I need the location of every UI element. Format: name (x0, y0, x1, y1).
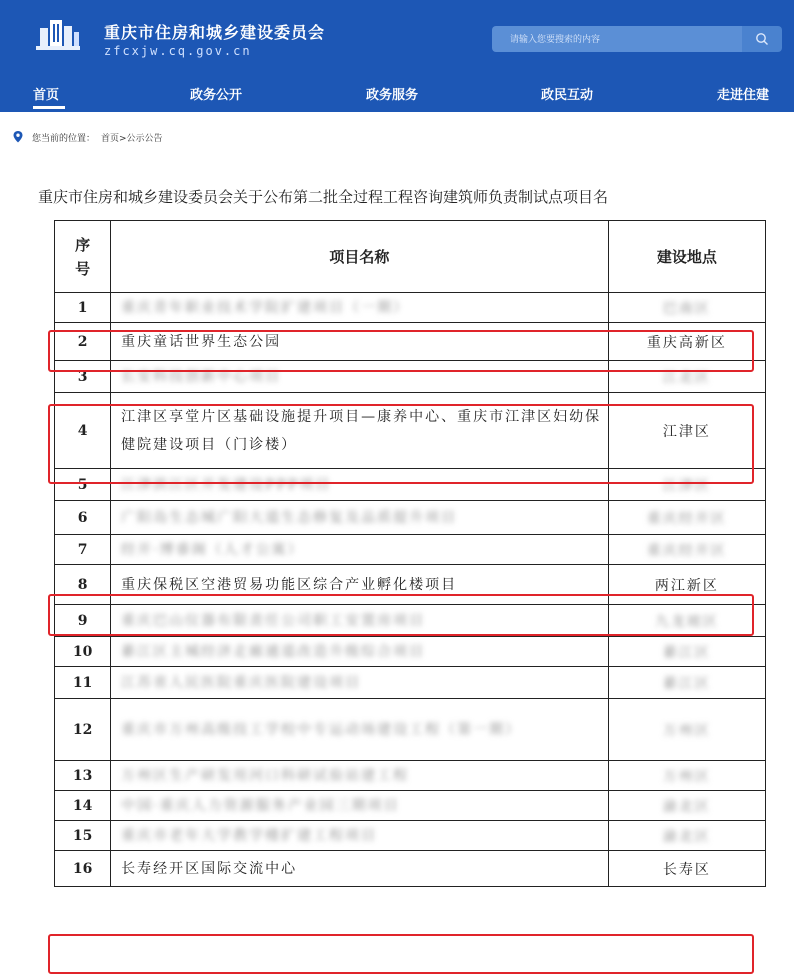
row-location: 重庆经开区 (608, 535, 765, 565)
row-project-name: 重庆市万州高级技工学校中专运动场建设工程（第一期） (111, 699, 608, 761)
search-input[interactable] (492, 26, 742, 52)
row-project-name: 重庆童话世界生态公园 (111, 323, 608, 361)
row-location: 渝北区 (608, 821, 765, 851)
breadcrumb-path[interactable]: 首页>公示公告 (101, 133, 163, 144)
table-row (55, 791, 766, 821)
row-location: 渝北区 (608, 791, 765, 821)
row-number: 1 (55, 293, 111, 323)
row-location: 江津区 (608, 469, 765, 501)
row-number: 8 (55, 565, 111, 605)
row-number: 6 (55, 501, 111, 535)
row-project-name: 江苏省人民医院重庆医院建设项目 (111, 667, 608, 699)
nav-government-affairs[interactable]: 政务公开 (190, 88, 243, 103)
table-row (55, 469, 766, 501)
row-location: 重庆经开区 (608, 501, 765, 535)
row-project-name: 綦江区主城经济走廊通道改造升级综合项目 (111, 637, 608, 667)
header-number-line1: 序 (75, 235, 91, 254)
row-location: 綦江区 (608, 637, 765, 667)
breadcrumb-label: 您当前的位置： (32, 133, 96, 144)
table-row (55, 565, 766, 605)
table-row (55, 293, 766, 323)
row-location: 万州区 (608, 699, 765, 761)
row-project-name: 中国·重庆人力资源服务产业园三期项目 (111, 791, 608, 821)
row-project-name: 江津区享堂片区基础设施提升项目—康养中心、重庆市江津区妇幼保健院建设项目（门诊楼） (111, 393, 608, 469)
row-project-name: 广阳岛生态城广阳大道生态修复及品质提升项目 (111, 501, 608, 535)
row-location: 九龙坡区 (608, 605, 765, 637)
row-location: 两江新区 (608, 565, 765, 605)
header-number-line2: 号 (75, 259, 91, 278)
row-location: 重庆高新区 (608, 323, 765, 361)
table-row (55, 851, 766, 887)
table-row (55, 535, 766, 565)
row-location: 万州区 (608, 761, 765, 791)
row-number: 15 (55, 821, 111, 851)
table-row (55, 393, 766, 469)
row-project-name: 万州区生产研发用河口科研试验站建工程 (111, 761, 608, 791)
table-row (55, 605, 766, 637)
location-pin-icon (12, 130, 24, 144)
highlight-frame-row-16 (48, 934, 754, 974)
table-row (55, 761, 766, 791)
row-number: 7 (55, 535, 111, 565)
header-project-name: 项目名称 (111, 221, 608, 293)
row-project-name: 长安科技创新中心项目 (111, 361, 608, 393)
table-row (55, 323, 766, 361)
nav-interaction[interactable]: 政民互动 (541, 88, 594, 103)
table-row (55, 699, 766, 761)
table-header-row (55, 221, 766, 293)
row-location: 江北区 (608, 361, 765, 393)
main-nav (0, 74, 794, 112)
row-project-name: 经开·博睿阁（人才公寓） (111, 535, 608, 565)
row-project-name: 重庆保税区空港贸易功能区综合产业孵化楼项目 (111, 565, 608, 605)
notice-title: 重庆市住房和城乡建设委员会关于公布第二批全过程工程咨询建筑师负责制试点项目名 (38, 188, 609, 206)
table-row (55, 637, 766, 667)
table-body (55, 293, 766, 887)
row-number: 16 (55, 851, 111, 887)
site-url: zfcxjw.cq.gov.cn (104, 44, 252, 58)
row-location: 长寿区 (608, 851, 765, 887)
row-location: 江津区 (608, 393, 765, 469)
row-number: 10 (55, 637, 111, 667)
breadcrumb (12, 130, 163, 144)
nav-about[interactable]: 走进住建 (717, 88, 770, 103)
table-row (55, 501, 766, 535)
row-project-name: 重庆市老年大学教学楼扩建工程项目 (111, 821, 608, 851)
row-number: 5 (55, 469, 111, 501)
table-row (55, 361, 766, 393)
row-number: 11 (55, 667, 111, 699)
row-location: 綦江区 (608, 667, 765, 699)
row-project-name: 长寿经开区国际交流中心 (111, 851, 608, 887)
row-number: 3 (55, 361, 111, 393)
row-project-name: 重庆青年职业技术学院扩建项目（一期） (111, 293, 608, 323)
row-location: 巴南区 (608, 293, 765, 323)
row-number: 14 (55, 791, 111, 821)
row-number: 4 (55, 393, 111, 469)
nav-government-services[interactable]: 政务服务 (366, 88, 419, 103)
search-icon (755, 32, 769, 46)
header-number (55, 221, 111, 293)
table-row (55, 667, 766, 699)
search-button[interactable] (742, 26, 782, 52)
logo-icon[interactable] (34, 16, 82, 54)
row-number: 13 (55, 761, 111, 791)
row-project-name: 江津滨江区开发建设PPP项目 (111, 469, 608, 501)
nav-home[interactable]: 首页 (33, 88, 60, 103)
table-row (55, 821, 766, 851)
nav-active-indicator (33, 106, 65, 109)
row-number: 9 (55, 605, 111, 637)
site-title[interactable]: 重庆市住房和城乡建设委员会 (104, 23, 326, 42)
row-project-name: 重庆巴山仪器有限责任公司职工安置房项目 (111, 605, 608, 637)
project-table (54, 220, 766, 887)
row-number: 12 (55, 699, 111, 761)
header-location: 建设地点 (608, 221, 765, 293)
row-number: 2 (55, 323, 111, 361)
site-header (0, 0, 794, 112)
